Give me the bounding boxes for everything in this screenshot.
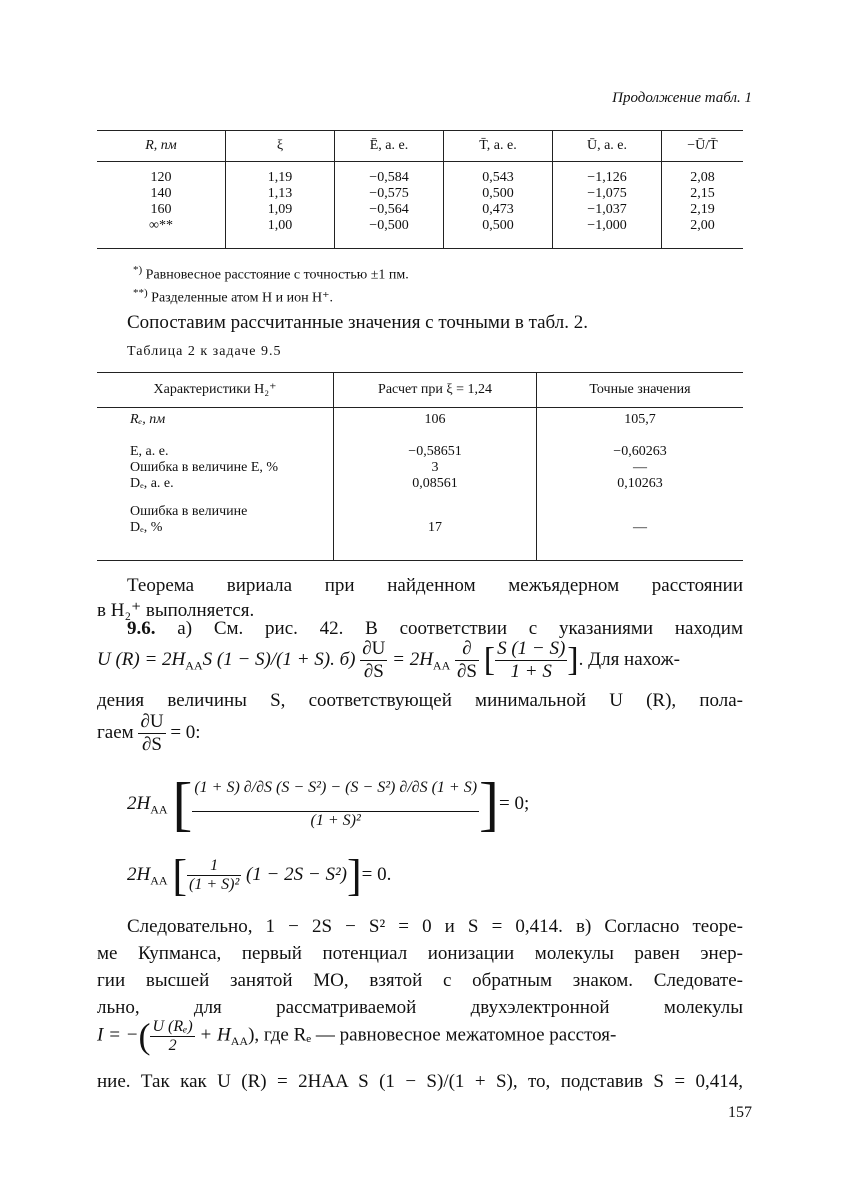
- cell: −1,126: [553, 162, 662, 187]
- paragraph-2a-text: а) См. рис. 42. В соответствии с указаниями находим: [177, 618, 744, 639]
- eq-sub: AA: [432, 658, 451, 673]
- cell: 0,10263: [537, 476, 744, 492]
- footnote-mark: **): [133, 287, 148, 299]
- eq-text: 2H: [127, 863, 151, 885]
- footnote-text: Разделенные атом H и ион H⁺.: [151, 290, 334, 306]
- col-header: −Ū/T̄: [662, 131, 744, 162]
- table-row: [97, 162, 743, 187]
- cell: 2,15: [662, 186, 744, 202]
- footnote-mark: *): [133, 264, 143, 276]
- eq-text: U (R) = 2H: [97, 648, 186, 670]
- col-header: Расчет при ξ = 1,24: [334, 373, 537, 408]
- cell: —: [537, 520, 744, 561]
- eq-text: гаем: [97, 721, 134, 743]
- cell: 1,09: [226, 202, 335, 218]
- cell: 2,08: [662, 162, 744, 187]
- table-2-caption: Таблица 2 к задаче 9.5: [127, 344, 282, 359]
- problem-number: 9.6.: [127, 618, 156, 639]
- eq-text: = 0:: [170, 721, 201, 743]
- cell: 140: [97, 186, 226, 202]
- row-label: Dₑ, а. е.: [97, 476, 334, 492]
- page-number: 157: [728, 1104, 752, 1121]
- cell: 0,473: [444, 202, 553, 218]
- continuation-header: Продолжение табл. 1: [612, 90, 752, 106]
- cell: −1,000: [553, 218, 662, 249]
- eq-text: . Для нахож-: [578, 648, 680, 670]
- cell: −0,58651: [334, 432, 537, 460]
- row-label: Ошибка в величине E, %: [97, 460, 334, 476]
- eq-text: + H: [199, 1024, 231, 1046]
- equation-line-1: U $(R) = 2H_{AA}S$ (1 − S)/(1 + S). б) $\frac{\partial U}{\partial S}$ = $2H_{AA}$ $\frac{\partial}{\partial S}$ [ $\frac{S (1 - S)}{1 + S}$ ]. Для нахож-: [97, 638, 680, 682]
- col-header: Характеристики H₂⁺: [97, 373, 334, 408]
- footnote-text: Равновесное расстояние с точностью ±1 пм.: [145, 267, 409, 283]
- table-1: [97, 130, 743, 249]
- col-header: Ē, а. е.: [335, 131, 444, 162]
- footnote-1: [133, 264, 409, 284]
- table-row: [97, 492, 743, 520]
- col-header: R, пм: [97, 131, 226, 162]
- paragraph-3: дения величины S, соответствующей минимальной U (R), пола-: [97, 690, 743, 711]
- cell: 3: [334, 460, 537, 476]
- paragraph-6: ме Купманса, первый потенциал ионизации молекулы равен энер-: [97, 943, 743, 964]
- table-2: [97, 372, 743, 561]
- table-row: [97, 186, 743, 202]
- cell: ∞**: [97, 218, 226, 249]
- derivative-dU-dS: $\frac{\partial U}{\partial S}$: [140, 711, 164, 755]
- equation-2: $2H_{AA}$ [ $\frac{1}{\text{(1 + S)²}}$ (1 − 2S − S²)]= 0.: [127, 851, 392, 900]
- cell: 120: [97, 162, 226, 187]
- cell: 1,00: [226, 218, 335, 249]
- equation-1: $2H_{AA}$ [ $\frac{\text{(1 + S) ∂/∂S (S − S²) − (S − S²) ∂/∂S (1 + S)}}{\text{(1 + S)²}}$ ]= 0;: [127, 771, 530, 837]
- eq-text: (1 − 2S − S²): [245, 863, 347, 885]
- paragraph-10: ние. Так как U (R) = 2HAA S (1 − S)/(1 + S), то, подставив S = 0,414,: [97, 1071, 743, 1092]
- table-row: [97, 202, 743, 218]
- table-row: [97, 218, 743, 249]
- eq-text: = 0.: [361, 863, 392, 885]
- eq-text: 2H: [127, 792, 151, 814]
- cell: −0,575: [335, 186, 444, 202]
- table-row: [97, 432, 743, 460]
- fraction: $\frac{1}{\text{(1 + S)²}}$: [188, 857, 240, 893]
- cell: 0,500: [444, 218, 553, 249]
- cell: −1,075: [553, 186, 662, 202]
- eq-text: = 0;: [499, 792, 530, 814]
- eq-sub: AA: [150, 873, 168, 888]
- fraction-big: $\frac{\text{(1 + S) ∂/∂S (S − S²) − (S − S²) ∂/∂S (1 + S)}}{\text{(1 + S)²}}$: [194, 779, 478, 829]
- fraction: $\frac{\text{U (Rₑ)}}{2}$: [152, 1017, 193, 1054]
- eq-sub: AA: [185, 658, 203, 673]
- paragraph-7: гии высшей занятой МО, взятой с обратным знаком. Следовате-: [97, 970, 743, 991]
- eq-text: S (1 − S)/(1 + S). б): [202, 648, 356, 670]
- table-row: [97, 520, 743, 561]
- cell: −0,500: [335, 218, 444, 249]
- cell: −0,60263: [537, 432, 744, 460]
- cell: 0,543: [444, 162, 553, 187]
- derivative-d-dS: $\frac{\partial}{\partial S}$: [457, 638, 477, 682]
- cell: 0,08561: [334, 476, 537, 492]
- cell: [334, 492, 537, 520]
- row-label: E, а. е.: [97, 432, 334, 460]
- eq-text: = 2H: [392, 648, 433, 670]
- eq-sub: AA: [230, 1034, 249, 1049]
- cell: −0,564: [335, 202, 444, 218]
- paragraph-1a: Теорема вириала при найденном межъядерном расстоянии: [127, 575, 743, 596]
- cell: 0,500: [444, 186, 553, 202]
- row-label: Dₑ, %: [97, 520, 334, 561]
- row-label: Ошибка в величине: [97, 492, 334, 520]
- equation-ionization: I = −( $\frac{\text{U (Rₑ)}}{2}$ + $H_{AA}$), где Rₑ — равновесное межатомное расстоя-: [97, 1016, 617, 1056]
- paragraph-5: Следовательно, 1 − 2S − S² = 0 и S = 0,414. в) Согласно теоре-: [127, 916, 743, 937]
- derivative-dU-dS: $\frac{\partial U}{\partial S}$: [362, 638, 386, 682]
- col-header: T̄, а. е.: [444, 131, 553, 162]
- col-header: Точные значения: [537, 373, 744, 408]
- eq-sub: AA: [150, 802, 168, 817]
- row-label: Rₑ, пм: [97, 408, 334, 433]
- cell: 160: [97, 202, 226, 218]
- cell: 1,19: [226, 162, 335, 187]
- col-header: Ū, а. е.: [553, 131, 662, 162]
- col-header: ξ: [226, 131, 335, 162]
- paragraph-1b: в H₂⁺ выполняется.: [97, 600, 255, 621]
- cell: 106: [334, 408, 537, 433]
- footnote-2: [133, 287, 333, 307]
- table-2-header-row: [97, 373, 743, 408]
- cell: 2,00: [662, 218, 744, 249]
- eq-text: I = −: [97, 1024, 139, 1046]
- eq-text: ), где Rₑ — равновесное межатомное расстоя-: [248, 1024, 617, 1046]
- intro-line: Сопоставим рассчитанные значения с точными в табл. 2.: [127, 312, 588, 333]
- cell: 1,13: [226, 186, 335, 202]
- cell: 105,7: [537, 408, 744, 433]
- paragraph-8: льно, для рассматриваемой двухэлектронной молекулы: [97, 997, 743, 1018]
- table-row: [97, 476, 743, 492]
- cell: −1,037: [553, 202, 662, 218]
- cell: −0,584: [335, 162, 444, 187]
- fraction-s: $\frac{S (1 - S)}{1 + S}$: [497, 638, 566, 682]
- cell: 17: [334, 520, 537, 561]
- table-row: [97, 408, 743, 433]
- cell: 2,19: [662, 202, 744, 218]
- cell: [537, 492, 744, 520]
- equation-line-2: [97, 711, 201, 756]
- table-1-header-row: [97, 131, 743, 162]
- table-row: [97, 460, 743, 476]
- cell: —: [537, 460, 744, 476]
